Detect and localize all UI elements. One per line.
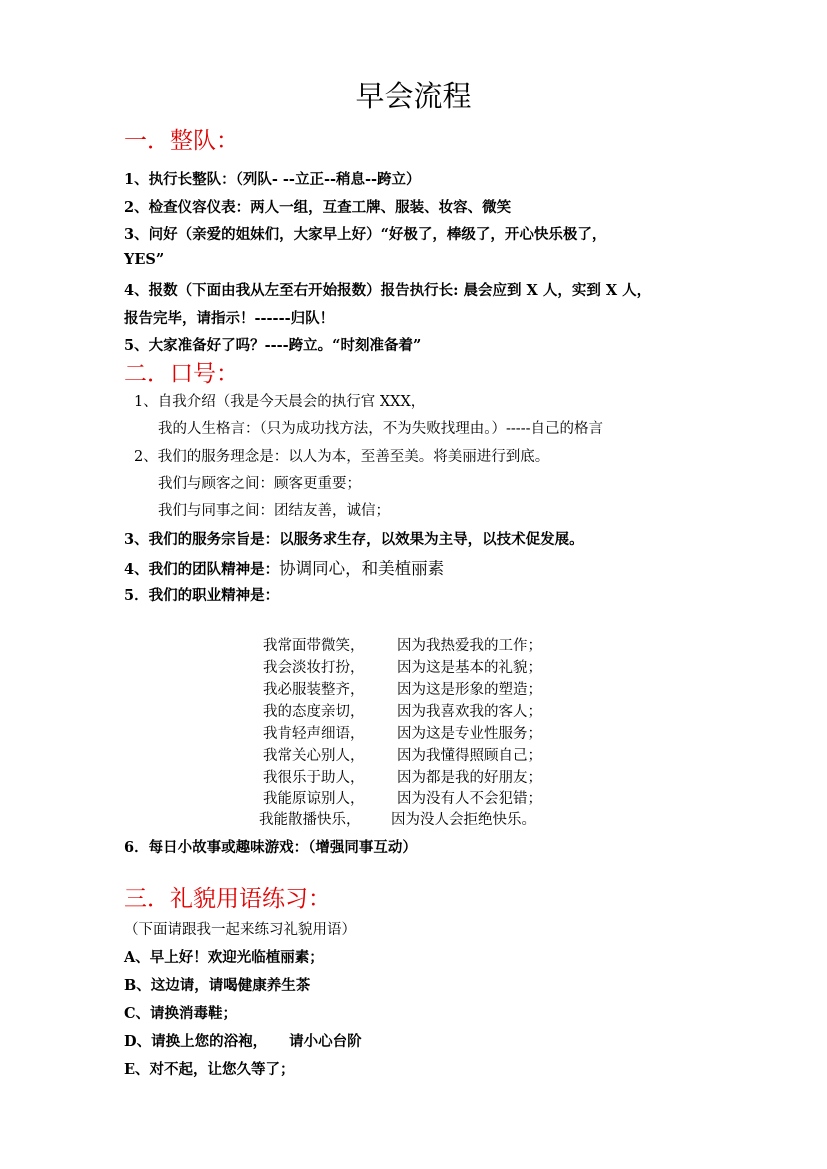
section-heading-2: 二．口号： — [124, 361, 239, 387]
section2-item-2-colleague: 我们与同事之间：团结友善，诚信； — [158, 503, 390, 519]
section2-item-4-label: 4、我们的团队精神是： — [124, 561, 280, 578]
section3-item-e: E、对不起，让您久等了； — [124, 1061, 295, 1078]
section2-item-1-motto: 我的人生格言：（只为成功找方法，不为失败找理由。）-----自己的格言 — [158, 421, 603, 437]
team-spirit-slogan: 协调同心，和美植丽素 — [279, 559, 445, 578]
poem-line-1-a: 我常面带微笑， — [263, 638, 365, 654]
section1-item-4: 4、报数（下面由我从左至右开始报数）报告执行长: 晨会应到 X 人，实到 X 人， — [124, 282, 652, 299]
poem-line-9-b: 因为没人会拒绝快乐。 — [391, 812, 536, 828]
poem-line-1-b: 因为我热爱我的工作； — [397, 638, 542, 654]
section2-item-5: 5．我们的职业精神是： — [124, 587, 280, 604]
section3-item-d-part2: 请小心台阶 — [289, 1033, 362, 1050]
section1-item-5: 5、大家准备好了吗？----跨立。“时刻准备着” — [124, 337, 422, 354]
section2-item-2-customer: 我们与顾客之间：顾客更重要； — [158, 476, 361, 492]
poem-line-2-b: 因为这是基本的礼貌； — [397, 660, 542, 676]
poem-line-7-b: 因为都是我的好朋友； — [397, 770, 542, 786]
section1-item-3-cont: YES” — [124, 251, 165, 268]
section2-item-3: 3、我们的服务宗旨是：以服务求生存，以效果为主导，以技术促发展。 — [124, 531, 584, 548]
section3-item-c: C、请换消毒鞋； — [124, 1005, 238, 1022]
poem-line-4-b: 因为我喜欢我的客人； — [397, 704, 542, 720]
section2-item-1: 1、自我介绍（我是今天晨会的执行官 XXX， — [134, 394, 426, 410]
section3-item-b: B、这边请，请喝健康养生茶 — [124, 977, 311, 994]
section3-item-d-part1: D、请换上您的浴袍， — [124, 1033, 268, 1050]
poem-line-6-b: 因为我懂得照顾自己； — [397, 748, 542, 764]
section1-item-2: 2、检查仪容仪表：两人一组，互查工牌、服装、妆容、微笑 — [124, 199, 512, 216]
section-heading-1: 一．整队： — [124, 128, 239, 154]
section2-item-2: 2、我们的服务理念是：以人为本，至善至美。将美丽进行到底。 — [134, 449, 550, 465]
poem-line-2-a: 我会淡妆打扮， — [263, 660, 365, 676]
poem-line-8-b: 因为没有人不会犯错； — [397, 791, 542, 807]
section1-item-1: 1、执行长整队：（列队- --立正--稍息--跨立） — [124, 171, 421, 188]
section1-item-4-cont: 报告完毕，请指示！------归队！ — [124, 310, 335, 327]
poem-line-9-a: 我能散播快乐， — [259, 812, 361, 828]
section3-intro: （下面请跟我一起来练习礼貌用语） — [124, 922, 356, 938]
section1-item-3: 3、问好（亲爱的姐妹们，大家早上好）“好极了，棒级了，开心快乐极了， — [124, 226, 607, 243]
section-heading-3: 三．礼貌用语练习： — [124, 886, 331, 912]
section2-item-6: 6．每日小故事或趣味游戏：（增强同事互动） — [124, 839, 417, 856]
poem-line-5-b: 因为这是专业性服务； — [397, 726, 542, 742]
poem-line-4-a: 我的态度亲切， — [263, 704, 365, 720]
poem-line-3-b: 因为这是形象的塑造； — [397, 682, 542, 698]
section3-item-a: A、早上好！欢迎光临植丽素； — [124, 949, 324, 966]
poem-line-7-a: 我很乐于助人， — [263, 770, 365, 786]
page-title: 早会流程 — [355, 79, 472, 113]
poem-line-3-a: 我必服装整齐， — [263, 682, 365, 698]
poem-line-8-a: 我能原谅别人， — [263, 791, 365, 807]
section2-item-4 — [124, 555, 444, 579]
poem-line-6-a: 我常关心别人， — [263, 748, 365, 764]
section3-item-d — [124, 1030, 362, 1051]
poem-line-5-a: 我肯轻声细语， — [263, 726, 365, 742]
